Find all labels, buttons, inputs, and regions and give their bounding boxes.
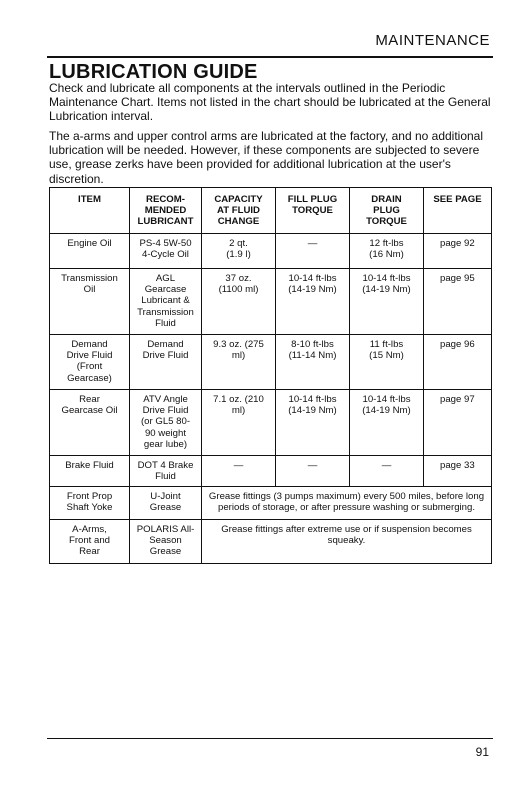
table-row: [50, 234, 492, 269]
cell-item: Engine Oil: [50, 234, 130, 269]
cell-item: Demand Drive Fluid (Front Gearcase): [50, 335, 130, 390]
column-header-drain-plug-torque: DRAIN PLUG TORQUE: [350, 188, 424, 234]
cell-lubricant: U-Joint Grease: [130, 487, 202, 520]
table-row: [50, 269, 492, 335]
cell-item: Rear Gearcase Oil: [50, 390, 130, 456]
table-row: [50, 487, 492, 520]
cell-lubricant: DOT 4 Brake Fluid: [130, 456, 202, 487]
cell-fill-torque: 10-14 ft-lbs (14-19 Nm): [276, 390, 350, 456]
cell-item: Front Prop Shaft Yoke: [50, 487, 130, 520]
cell-drain-torque: 10-14 ft-lbs (14-19 Nm): [350, 390, 424, 456]
page-number: 91: [475, 745, 489, 759]
footer-rule: [47, 738, 493, 739]
column-header-lubricant: RECOM- MENDED LUBRICANT: [130, 188, 202, 234]
column-header-item: ITEM: [50, 188, 130, 234]
table-row: [50, 456, 492, 487]
column-header-fill-plug-torque: FILL PLUG TORQUE: [276, 188, 350, 234]
cell-capacity: 37 oz. (1100 ml): [202, 269, 276, 335]
cell-see-page: page 33: [424, 456, 492, 487]
column-header-see-page: SEE PAGE: [424, 188, 492, 234]
cell-capacity: —: [202, 456, 276, 487]
factory-lubrication-paragraph: The a-arms and upper control arms are lubricated at the factory, and no additional lubrication will be needed. However, if these components are subjected to severe use, grease zerks have been provided for additional lubrication at the user's discretion.: [49, 129, 484, 186]
page-title: LUBRICATION GUIDE: [49, 61, 258, 83]
cell-capacity: 2 qt. (1.9 l): [202, 234, 276, 269]
table-row: [50, 390, 492, 456]
table-row: [50, 335, 492, 390]
cell-drain-torque: 12 ft-lbs (16 Nm): [350, 234, 424, 269]
cell-see-page: page 92: [424, 234, 492, 269]
cell-lubricant: POLARIS All- Season Grease: [130, 520, 202, 564]
cell-fill-torque: 8-10 ft-lbs (11-14 Nm): [276, 335, 350, 390]
cell-lubricant: PS-4 5W-50 4-Cycle Oil: [130, 234, 202, 269]
section-title: MAINTENANCE: [375, 32, 490, 49]
cell-see-page: page 95: [424, 269, 492, 335]
table-header-row: [50, 188, 492, 234]
cell-see-page: page 96: [424, 335, 492, 390]
cell-fill-torque: —: [276, 456, 350, 487]
cell-lubricant: AGL Gearcase Lubricant & Transmission Fluid: [130, 269, 202, 335]
intro-paragraph: Check and lubricate all components at the intervals outlined in the Periodic Maintenance Chart. Items not listed in the chart should be lubricated at the General Lubrication interval.: [49, 81, 491, 124]
column-header-capacity: CAPACITY AT FLUID CHANGE: [202, 188, 276, 234]
cell-drain-torque: 10-14 ft-lbs (14-19 Nm): [350, 269, 424, 335]
lubrication-table: [49, 187, 492, 564]
cell-lubricant: Demand Drive Fluid: [130, 335, 202, 390]
cell-item: Brake Fluid: [50, 456, 130, 487]
cell-see-page: page 97: [424, 390, 492, 456]
table-row: [50, 520, 492, 564]
cell-grease-note: Grease fittings (3 pumps maximum) every 500 miles, before long periods of storage, or after pressure washing or submerging.: [202, 487, 492, 520]
cell-fill-torque: 10-14 ft-lbs (14-19 Nm): [276, 269, 350, 335]
cell-item: Transmission Oil: [50, 269, 130, 335]
cell-fill-torque: —: [276, 234, 350, 269]
cell-grease-note: Grease fittings after extreme use or if suspension becomes squeaky.: [202, 520, 492, 564]
cell-capacity: 7.1 oz. (210 ml): [202, 390, 276, 456]
cell-lubricant: ATV Angle Drive Fluid (or GL5 80- 90 weight gear lube): [130, 390, 202, 456]
cell-capacity: 9.3 oz. (275 ml): [202, 335, 276, 390]
cell-drain-torque: 11 ft-lbs (15 Nm): [350, 335, 424, 390]
cell-drain-torque: —: [350, 456, 424, 487]
header-rule: [47, 56, 493, 58]
cell-item: A-Arms, Front and Rear: [50, 520, 130, 564]
